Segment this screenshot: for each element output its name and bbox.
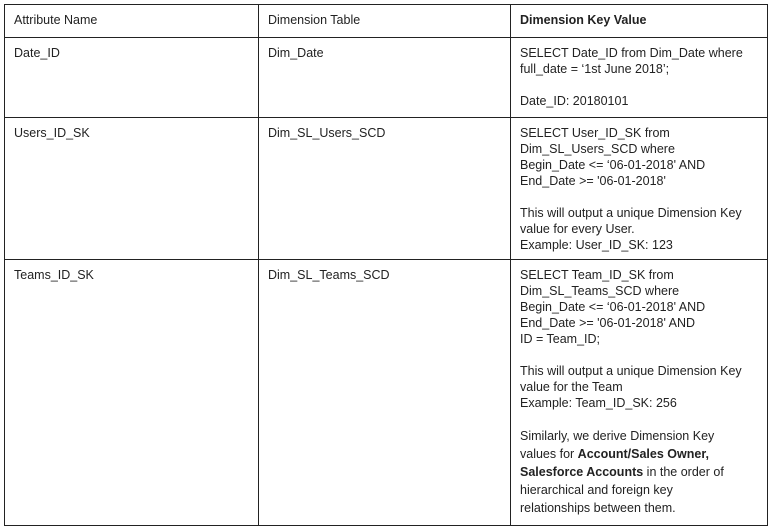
header-dimension-key-value: Dimension Key Value xyxy=(511,5,768,38)
table-row xyxy=(5,260,768,526)
header-dimension-table: Dimension Table xyxy=(259,5,511,38)
attribute-cell: Users_ID_SK xyxy=(5,118,259,260)
table-row xyxy=(5,38,768,118)
dimension-key-table xyxy=(4,4,768,526)
key-value-cell: SELECT Team_ID_SK from Dim_SL_Teams_SCD where Begin_Date <= ‘06-01-2018' AND End_Date >= '06-01-2018' AND ID = Team_ID; This will output a unique Dimension Key value for the Team Example: Team_ID_SK: 256 Similarly, we derive Dimension Key values for Account/Sales Owner, Salesforce Accounts in the order of hierarchical and foreign key relationships between them. xyxy=(511,260,768,526)
dimension-table-cell: Dim_SL_Teams_SCD xyxy=(259,260,511,526)
header-row xyxy=(5,5,768,38)
header-attribute-name: Attribute Name xyxy=(5,5,259,38)
table-row xyxy=(5,118,768,260)
dimension-table-cell: Dim_Date xyxy=(259,38,511,118)
key-value-cell: SELECT Date_ID from Dim_Date where full_date = ‘1st June 2018’; Date_ID: 20180101 xyxy=(511,38,768,118)
attribute-cell: Teams_ID_SK xyxy=(5,260,259,526)
attribute-cell: Date_ID xyxy=(5,38,259,118)
key-value-cell: SELECT User_ID_SK from Dim_SL_Users_SCD where Begin_Date <= ‘06-01-2018' AND End_Date >= '06-01-2018' This will output a unique Dimension Key value for every User. Example: User_ID_SK: 123 xyxy=(511,118,768,260)
dimension-table-cell: Dim_SL_Users_SCD xyxy=(259,118,511,260)
